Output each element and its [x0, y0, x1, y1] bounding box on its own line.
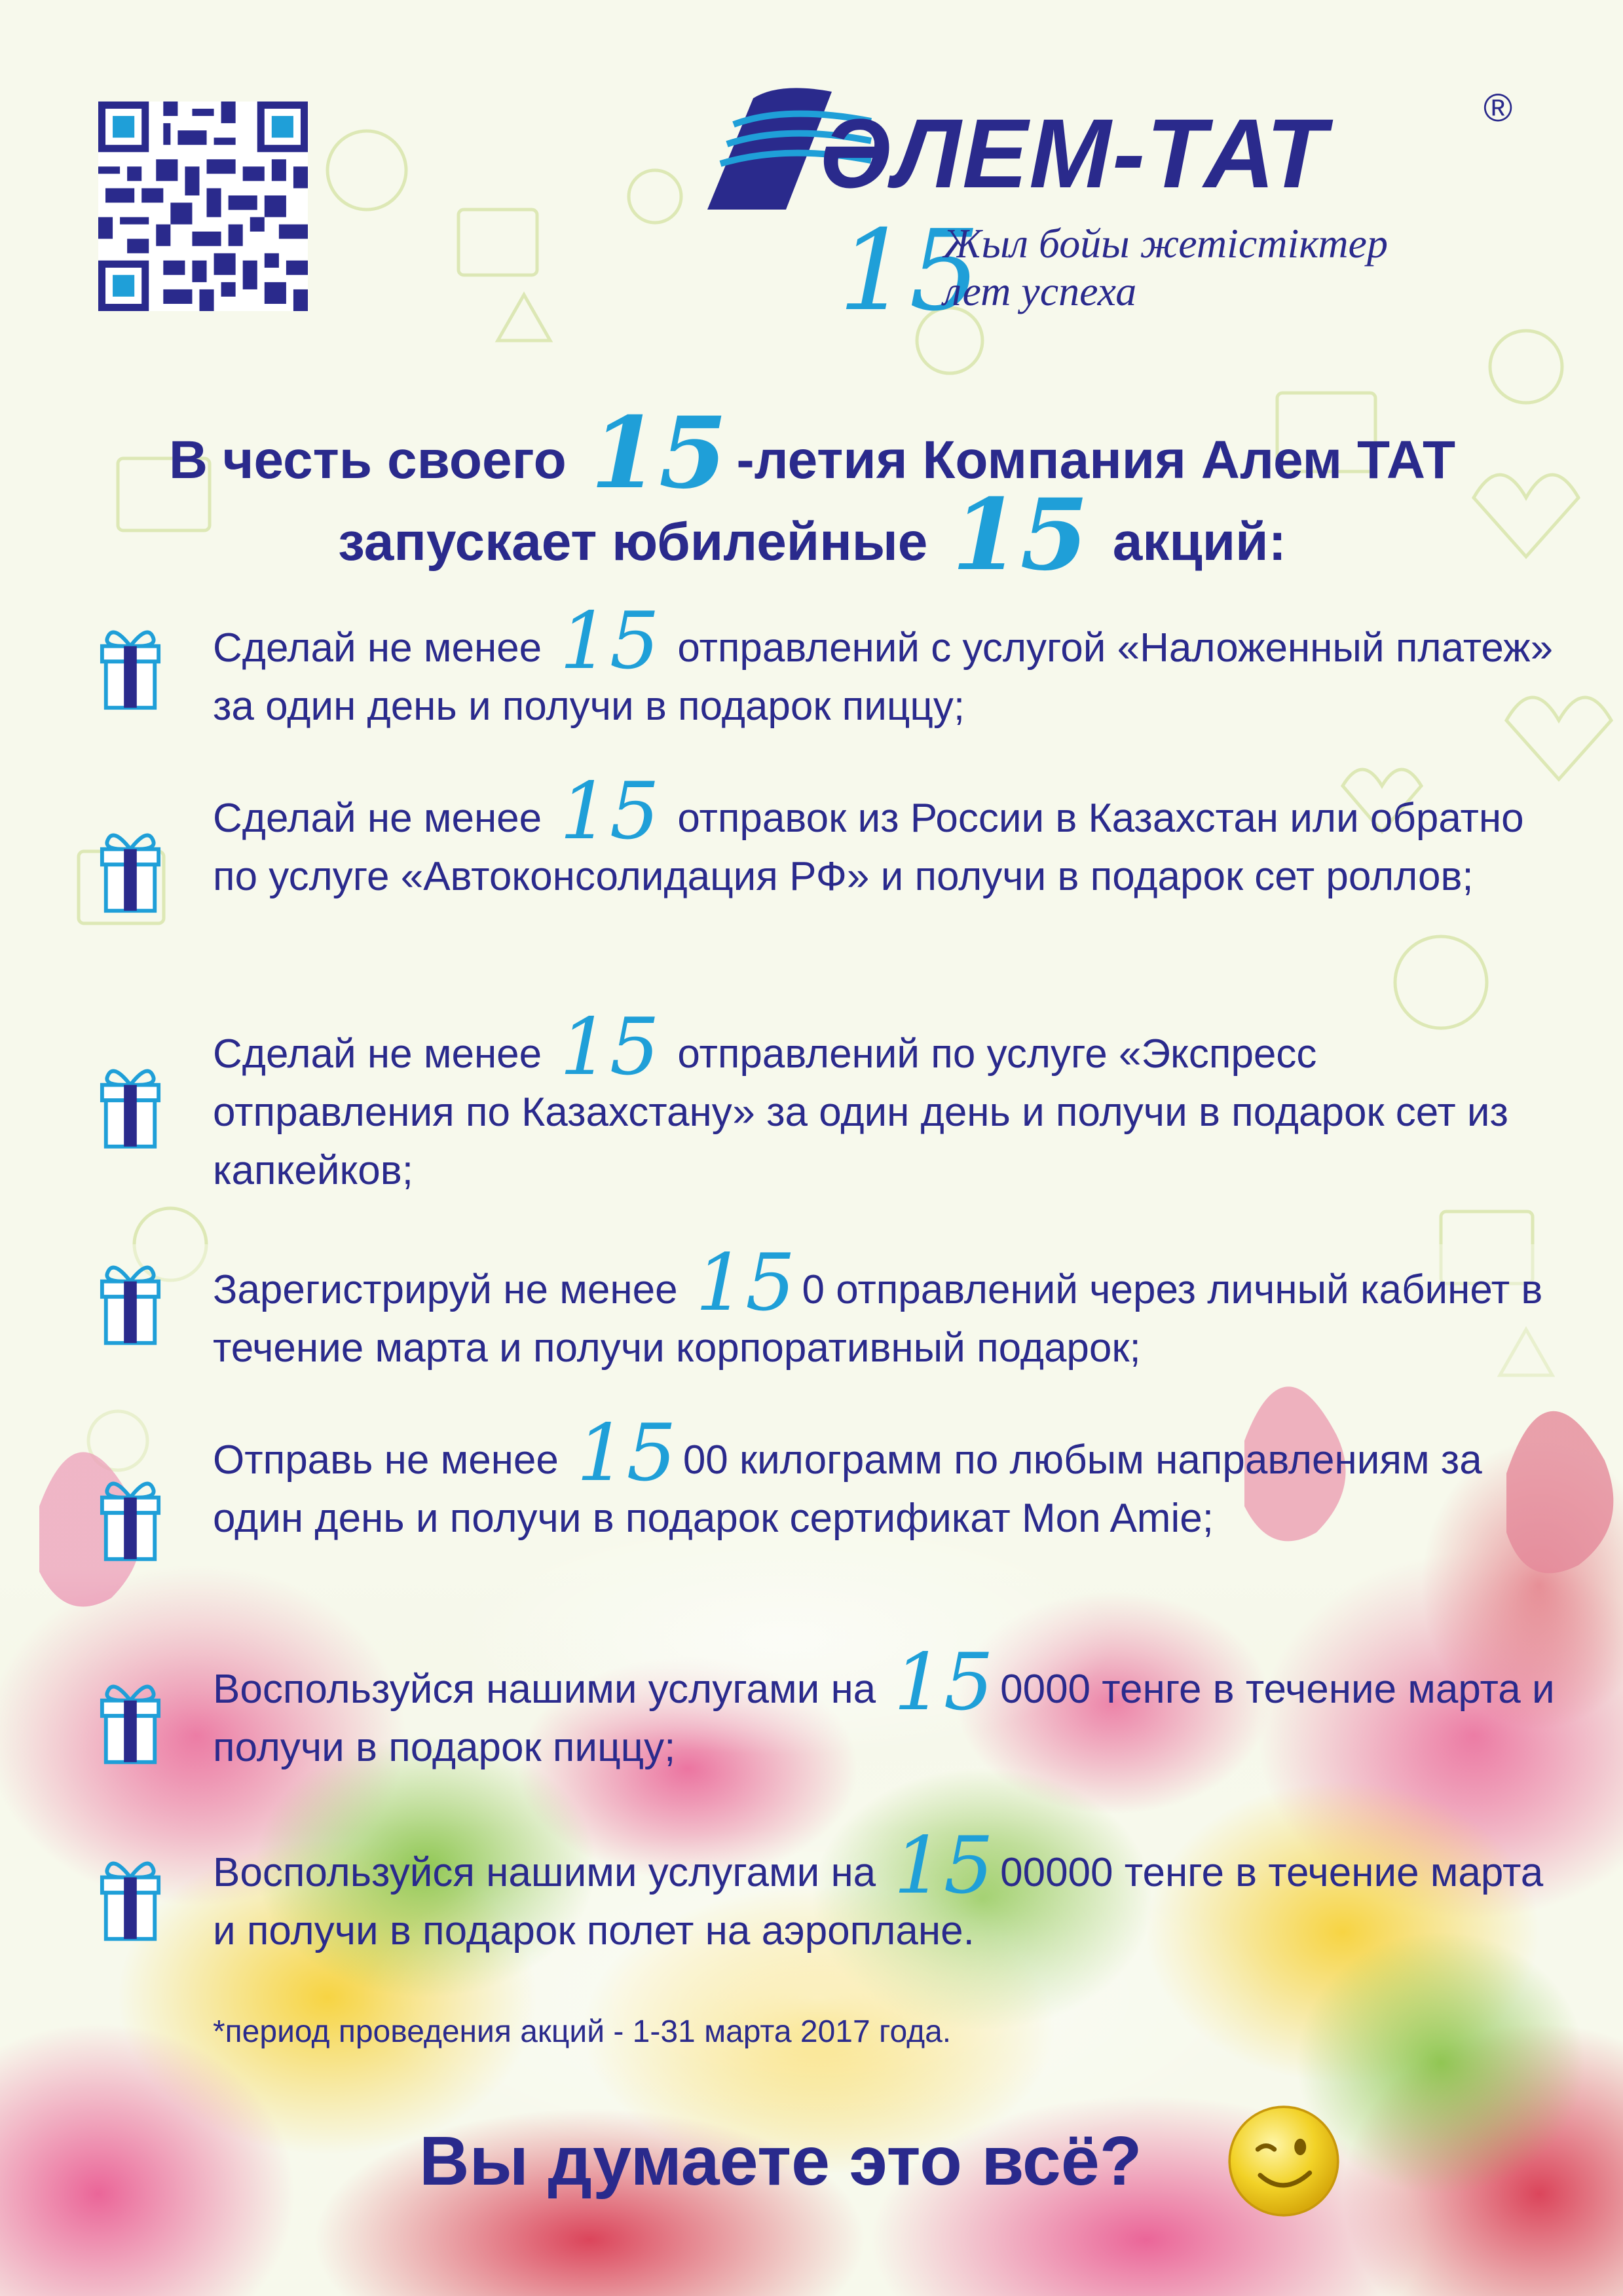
winking-smiley-icon	[1225, 2102, 1343, 2220]
promotion-prefix: Сделай не менее	[213, 625, 542, 671]
promotion-description: отправлений по услуге «Экспресс отправления по Казахстану» за один день и получи в подарок сет из капкейков;	[213, 1031, 1508, 1193]
promotion-number: 15	[576, 1408, 677, 1499]
promotion-number-suffix: 00	[682, 1437, 728, 1483]
gift-box-icon	[98, 1680, 162, 1765]
promotion-text	[213, 1238, 1556, 1377]
company-logo	[681, 85, 1539, 336]
promotion-number: 15	[695, 1238, 796, 1329]
slogan-ru: лет успеха	[943, 268, 1137, 314]
promotion-prefix: Отправь не менее	[213, 1437, 559, 1483]
gift-box-icon	[98, 828, 162, 914]
title-number: 15	[952, 477, 1089, 593]
title-line-2	[92, 477, 1533, 593]
promotion-description: отправлений через личный кабинет в течение марта и получи корпоративный подарок;	[213, 1267, 1543, 1371]
qr-code[interactable]	[98, 102, 308, 311]
gift-box-icon	[98, 1064, 162, 1149]
promotion-number: 15	[559, 596, 660, 687]
promotion-text	[213, 1002, 1556, 1200]
anniversary-number: 15	[838, 206, 980, 336]
gift-box-icon	[98, 1857, 162, 1942]
title-text: акций:	[1112, 512, 1286, 572]
title-line-1	[92, 396, 1533, 511]
footnote: *период проведения акций - 1-31 марта 2017 года.	[213, 2014, 952, 2049]
promotion-text	[213, 766, 1556, 906]
promotion-number-suffix: 0	[802, 1267, 825, 1312]
promotion-description: килограмм по любым направлениям за один день и получи в подарок сертификат Mon Amie;	[213, 1437, 1482, 1541]
page-title	[92, 396, 1533, 593]
promotion-number: 15	[559, 766, 660, 857]
promotion-prefix: Сделай не менее	[213, 796, 542, 841]
promotion-number: 15	[893, 1821, 994, 1912]
brand-name: ӘЛЕМ-ТАТ	[819, 98, 1328, 208]
promotion-number-suffix: 00000	[1000, 1850, 1113, 1895]
title-text: запускает юбилейные	[338, 512, 928, 572]
promotion-description: отправок из России в Казахстан или обратно по услуге «Автоконсолидация РФ» и получи в подарок сет роллов;	[213, 796, 1524, 899]
promotion-prefix: Воспользуйся нашими услугами на	[213, 1850, 876, 1895]
promotion-prefix: Сделай не менее	[213, 1031, 542, 1077]
gift-box-icon	[98, 1477, 162, 1562]
slogan-kz: Жыл бойы жетістіктер	[943, 220, 1388, 267]
promotion-number-suffix: 0000	[1000, 1667, 1091, 1712]
closing-question: Вы думаете это всё?	[419, 2122, 1142, 2200]
promotion-text	[213, 596, 1556, 735]
promotion-prefix: Зарегистрируй не менее	[213, 1267, 678, 1312]
gift-box-icon	[98, 1261, 162, 1346]
promotion-description: отправлений с услугой «Наложенный платеж» за один день и получи в подарок пиццу;	[213, 625, 1554, 729]
promotion-description: тенге в течение марта и получи в подарок полет на аэроплане.	[213, 1850, 1544, 1953]
title-text: -летия Компания Алем ТАТ	[736, 430, 1456, 490]
gift-box-icon	[98, 625, 162, 711]
promotion-prefix: Воспользуйся нашими услугами на	[213, 1667, 876, 1712]
promotion-text	[213, 1408, 1556, 1547]
promotion-text	[213, 1637, 1556, 1777]
promotion-text	[213, 1821, 1556, 1960]
promotion-number: 15	[559, 1002, 660, 1093]
promotion-number: 15	[893, 1637, 994, 1728]
title-number: 15	[590, 396, 728, 511]
title-text: В честь своего	[168, 430, 567, 490]
registered-mark: ®	[1483, 86, 1513, 130]
promotion-description: тенге в течение марта и получи в подарок пиццу;	[213, 1667, 1555, 1770]
